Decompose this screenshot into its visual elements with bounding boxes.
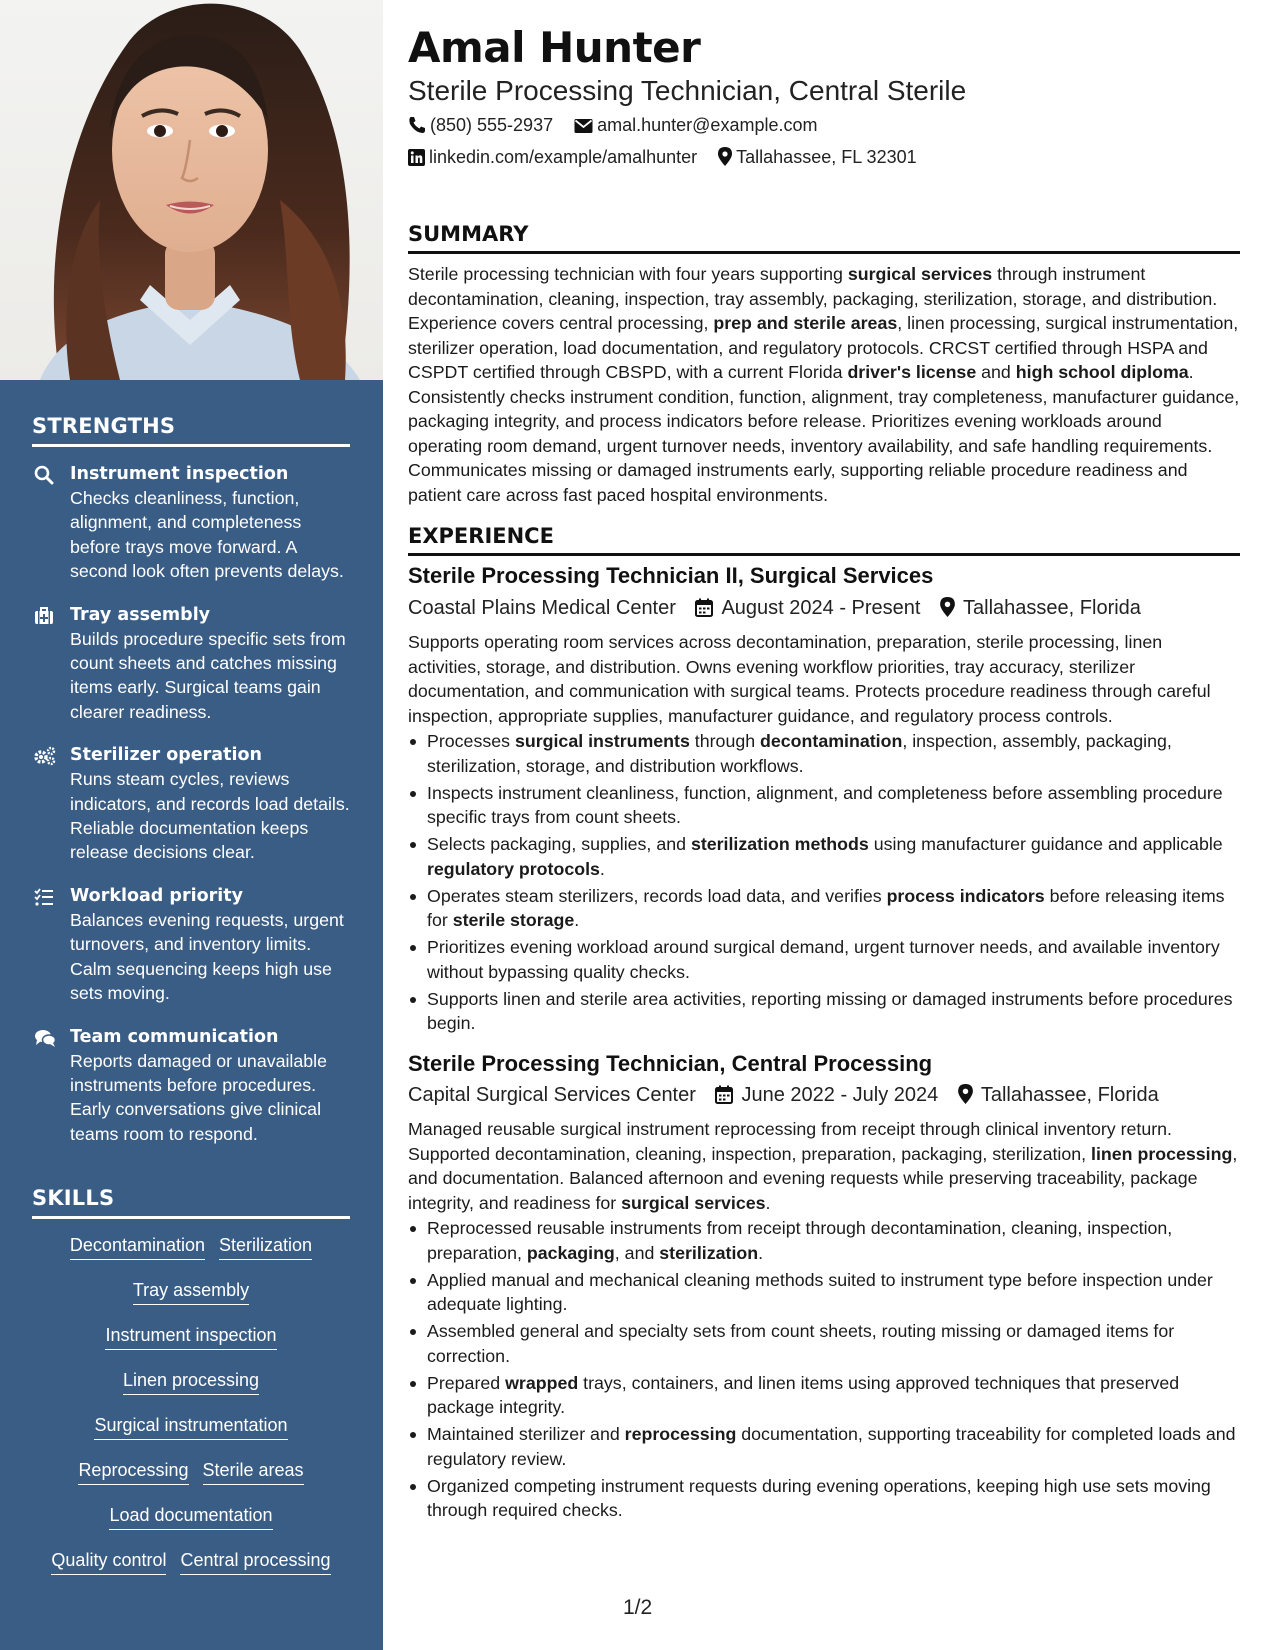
job-title: Sterile Processing Technician II, Surgical Services: [408, 563, 934, 588]
job-meta: [408, 595, 1155, 621]
email-contact[interactable]: [574, 113, 817, 137]
job-summary: Managed reusable surgical instrument reprocessing from receipt through clinical inventory return. Supported decontamination, cleaning, inspection, preparation, packaging, sterilization, linen processing, and documentation. Balanced afternoon and evening requests while preserving traceability, package integrity, and readiness for surgical services.: [408, 1119, 1238, 1213]
skills-row: [32, 1414, 350, 1459]
strength-title: Instrument inspection: [70, 464, 289, 484]
checklist-icon: [34, 887, 54, 907]
phone-icon: [408, 116, 426, 134]
bullet-item: Processes surgical instruments through decontamination, inspection, assembly, packaging, sterilization, storage, and distribution workflows.: [408, 729, 1240, 778]
bullet-item: Inspects instrument cleanliness, function, alignment, and completeness before assembling procedure specific trays from count sheets.: [408, 781, 1240, 830]
summary-heading: SUMMARY: [408, 222, 1240, 254]
job-dates-text: June 2022 - July 2024: [741, 1084, 939, 1106]
skills-row: [32, 1549, 350, 1594]
map-pin-icon: [718, 147, 732, 166]
skills-row: [32, 1324, 350, 1369]
strengths-heading: STRENGTHS: [32, 414, 350, 447]
bullet-item: Applied manual and mechanical cleaning methods suited to instrument type before inspection under adequate lighting.: [408, 1268, 1240, 1317]
contact-row: [408, 145, 933, 169]
skills-row: [32, 1279, 350, 1324]
skill-tag: Surgical instrumentation: [94, 1414, 287, 1440]
skill-tag: Linen processing: [123, 1369, 259, 1395]
strength-title: Workload priority: [70, 885, 244, 906]
linkedin-contact[interactable]: [408, 145, 697, 169]
strengths-list: [32, 462, 350, 1165]
bullet-item: Maintained sterilizer and reprocessing documentation, supporting traceability for completed loads and regulatory review.: [408, 1422, 1240, 1471]
bullet-item: Selects packaging, supplies, and sterilization methods using manufacturer guidance and applicable regulatory protocols.: [408, 832, 1240, 881]
skills-row: [32, 1504, 350, 1549]
skills-row: [32, 1234, 350, 1279]
skill-tag: Tray assembly: [133, 1279, 249, 1305]
bullet-item: Reprocessed reusable instruments from receipt through decontamination, cleaning, inspection, preparation, packaging, and sterilization.: [408, 1216, 1240, 1265]
skill-tag: Decontamination: [70, 1234, 205, 1260]
portrait-illustration: [0, 0, 383, 380]
sidebar: [0, 0, 383, 1650]
job-location-text: Tallahassee, Florida: [980, 1084, 1159, 1106]
skill-tag: Central processing: [180, 1549, 330, 1575]
candidate-name: Amal Hunter: [408, 23, 701, 72]
bullet-item: Supports linen and sterile area activities, reporting missing or damaged instruments before procedures begin.: [408, 987, 1240, 1036]
experience-heading: EXPERIENCE: [408, 524, 1240, 556]
skills-heading: SKILLS: [32, 1186, 350, 1219]
strength-title: Sterilizer operation: [70, 745, 262, 766]
skill-tag: Quality control: [51, 1549, 166, 1575]
contact-row: [408, 113, 833, 137]
company-name: Coastal Plains Medical Center: [408, 597, 676, 619]
strength-description: Reports damaged or unavailable instruments before procedures. Early conversations give clinical teams room to respond.: [70, 1050, 328, 1144]
strength-description: Checks cleanliness, function, alignment, and completeness before trays move forward. A second look often prevents delays.: [70, 488, 344, 582]
strength-description: Runs steam cycles, reviews indicators, and records load details. Reliable documentation keeps release decisions clear.: [70, 769, 350, 863]
phone-contact: [408, 113, 553, 137]
job-bullets: [408, 729, 1240, 1038]
strength-item: [32, 603, 350, 725]
strength-item: [32, 462, 350, 584]
email-text[interactable]: amal.hunter@example.com: [597, 115, 818, 135]
location-contact: [718, 145, 916, 169]
strength-item: [32, 743, 350, 865]
chat-bubbles-icon: [34, 1028, 54, 1048]
job-dates: [715, 1082, 938, 1108]
skill-tag: Load documentation: [109, 1504, 272, 1530]
skill-tag: Reprocessing: [78, 1459, 188, 1485]
job-location-text: Tallahassee, Florida: [963, 597, 1141, 619]
profile-photo: [0, 0, 383, 380]
map-pin-icon: [940, 597, 955, 617]
strength-description: Builds procedure specific sets from count sheets and catches missing items early. Surgical teams gain clearer readiness.: [70, 628, 346, 722]
skills-row: [32, 1459, 350, 1504]
gears-icon: [34, 746, 54, 766]
magnifier-icon: [34, 465, 54, 485]
strength-item: [32, 884, 350, 1006]
bullet-item: Prioritizes evening workload around surgical demand, urgent turnover needs, and available inventory without bypassing quality checks.: [408, 935, 1240, 984]
skill-tag: Sterilization: [219, 1234, 312, 1260]
bullet-item: Operates steam sterilizers, records load data, and verifies process indicators before releasing items for sterile storage.: [408, 884, 1240, 933]
job-dates-text: August 2024 - Present: [721, 597, 921, 619]
skill-tag: Sterile areas: [203, 1459, 304, 1485]
strength-title: Team communication: [70, 1026, 279, 1047]
strength-title: Tray assembly: [70, 604, 211, 625]
candidate-headline: Sterile Processing Technician, Central Sterile: [408, 75, 967, 106]
page-number: 1/2: [623, 1596, 653, 1619]
company-name: Capital Surgical Services Center: [408, 1084, 696, 1106]
strength-item: [32, 1025, 350, 1147]
skill-tag: Instrument inspection: [105, 1324, 276, 1350]
skills-list: [32, 1234, 350, 1594]
job-bullets: [408, 1216, 1240, 1525]
envelope-icon: [574, 118, 593, 134]
job-location: [958, 1082, 1159, 1108]
job-location: [940, 595, 1141, 621]
linkedin-text[interactable]: linkedin.com/example/amalhunter: [429, 147, 698, 167]
phone-text: (850) 555-2937: [430, 115, 554, 135]
linkedin-icon: [408, 149, 425, 166]
map-pin-icon: [958, 1084, 973, 1104]
job-meta: [408, 1082, 1173, 1108]
job-title: Sterile Processing Technician, Central Processing: [408, 1051, 933, 1076]
job-summary: Supports operating room services across decontamination, preparation, sterile processing, linen activities, storage, and distribution. Owns evening workflow priorities, tray accuracy, sterilizer documentation, and communication with surgical teams. Protects procedure readiness through careful inspection, appropriate supplies, manufacturer guidance, and regulatory process controls.: [408, 632, 1211, 726]
medical-kit-icon: [34, 606, 54, 626]
job-dates: [695, 595, 920, 621]
calendar-icon: [695, 598, 713, 617]
bullet-item: Organized competing instrument requests during evening operations, keeping high use sets moving through required checks.: [408, 1474, 1240, 1523]
calendar-icon: [715, 1085, 733, 1104]
skills-row: [32, 1369, 350, 1414]
summary-text: Sterile processing technician with four years supporting surgical services through instrument decontamination, cleaning, inspection, tray assembly, packaging, sterilization, storage, and distribution. Experience covers central processing, prep and sterile areas, linen processing, surgical instrumentation, sterilizer operation, load documentation, and regulatory protocols. CRCST certified through HSPA and CSPDT certified through CBSPD, with a current Florida driver's license and high school diploma. Consistently checks instrument condition, function, alignment, tray completeness, manufacturer guidance, packaging integrity, and process indicators before release. Prioritizes evening workloads around operating room demand, urgent turnover needs, inventory availability, and safe handling requirements. Communicates missing or damaged instruments early, supporting reliable procedure readiness and patient care across fast paced hospital environments.: [408, 264, 1240, 505]
bullet-item: Assembled general and specialty sets from count sheets, routing missing or damaged items for correction.: [408, 1319, 1240, 1368]
bullet-item: Prepared wrapped trays, containers, and linen items using approved techniques that preserved package integrity.: [408, 1371, 1240, 1420]
strength-description: Balances evening requests, urgent turnovers, and inventory limits. Calm sequencing keeps high use sets moving.: [70, 909, 344, 1004]
location-text: Tallahassee, FL 32301: [736, 147, 917, 167]
